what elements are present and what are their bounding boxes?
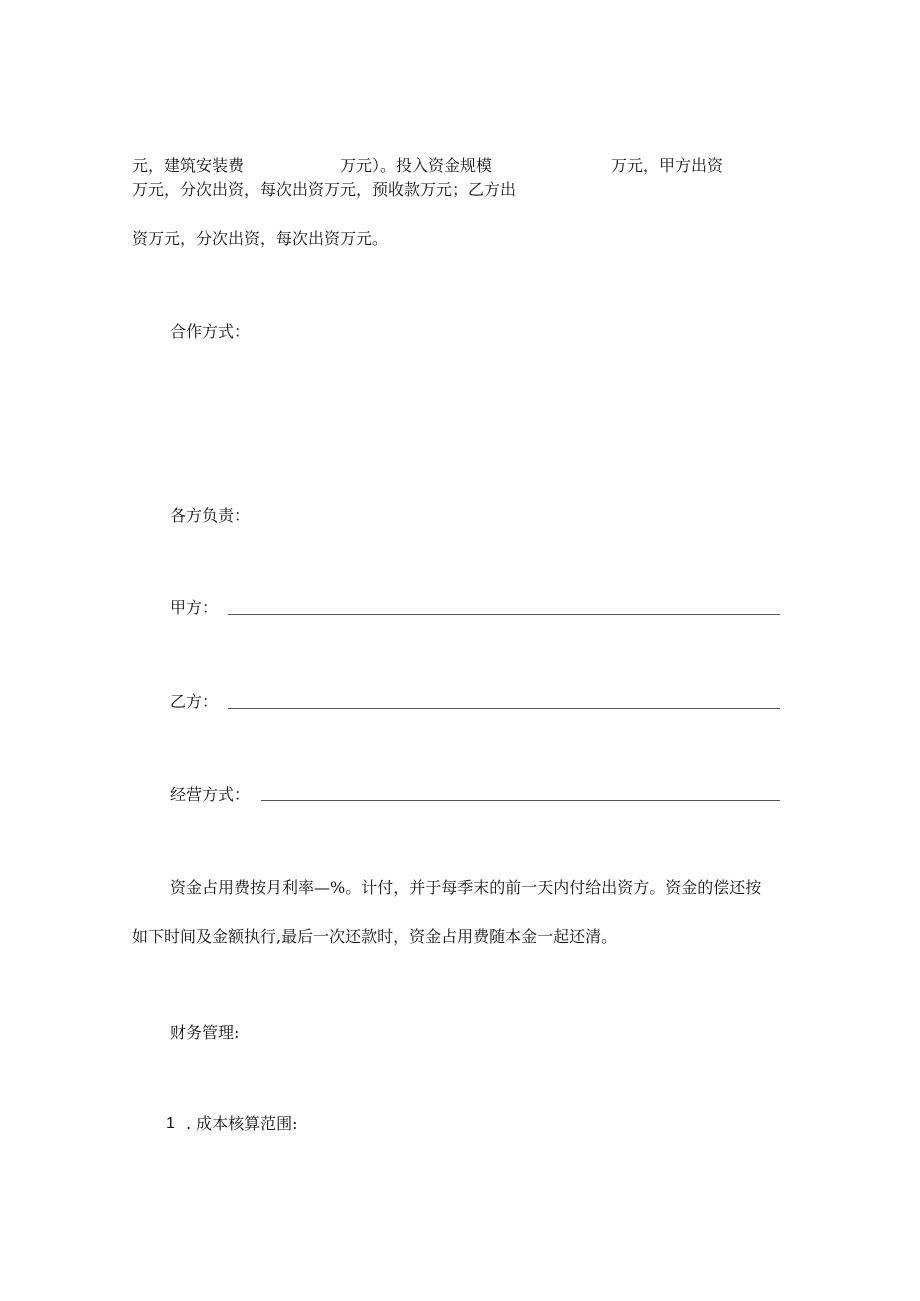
party-a-label: 甲方： <box>170 598 219 617</box>
cooperation-heading: 合作方式： <box>170 322 251 341</box>
paragraph1-line2: 万元，分次出资，每次出资万元，预收款万元；乙方出 <box>132 180 517 199</box>
party-a-fill-line <box>228 614 780 615</box>
finance-heading: 财务管理: <box>170 1023 240 1042</box>
finance-item1-label: . 成本核算范围: <box>186 1114 298 1133</box>
paragraph1-line3: 资万元，分次出资，每次出资万元。 <box>132 229 389 248</box>
paragraph1-line1-part2: 万元）。投入资金规模 <box>340 156 493 175</box>
party-b-label: 乙方： <box>170 692 219 711</box>
finance-item1-number: 1 <box>166 1115 175 1132</box>
funding-fee-line1: 资金占用费按月利率—%。计付，并于每季末的前一天内付给出资方。资金的偿还按 <box>170 878 762 897</box>
paragraph1-line1-part1: 元，建筑安装费 <box>132 156 245 175</box>
paragraph1-line1-part3: 万元，甲方出资 <box>611 156 724 175</box>
operation-mode-fill-line <box>261 800 780 801</box>
responsibilities-heading: 各方负责： <box>170 506 251 525</box>
funding-fee-line2: 如下时间及金额执行,最后一次还款时，资金占用费随本金一起还清。 <box>132 927 618 946</box>
operation-mode-label: 经营方式： <box>170 785 251 804</box>
party-b-fill-line <box>228 708 780 709</box>
